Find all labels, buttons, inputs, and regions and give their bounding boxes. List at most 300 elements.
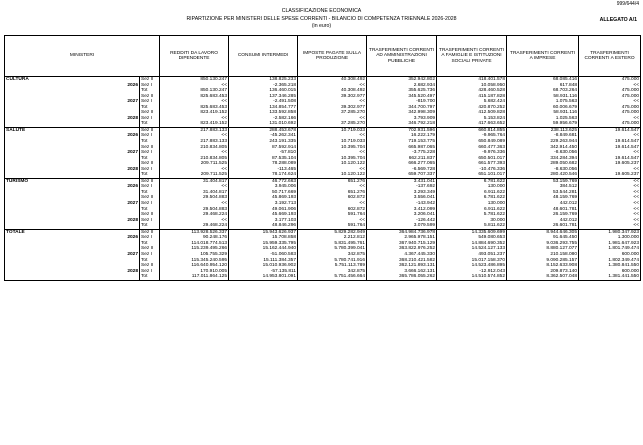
value-cell: << [579, 218, 641, 224]
section-label: Sez II [140, 246, 160, 252]
value-cell: 39.302.977 [298, 105, 367, 111]
value-cell: 1.380.841.550 [579, 263, 641, 269]
value-cell: 14.335.609.699 [437, 229, 507, 235]
value-cell: 493.051.237 [437, 252, 507, 258]
value-cell: 475.000 [579, 77, 641, 83]
section-label: Tot [140, 258, 160, 264]
year-label: 2026 [127, 133, 138, 139]
value-cell: 355.625.736 [367, 88, 437, 94]
value-cell: -8.630.056 [507, 167, 579, 173]
value-cell: 3.793.909 [367, 116, 437, 122]
value-cell: << [298, 150, 367, 156]
value-cell: 591.764 [298, 212, 367, 218]
value-cell: -57.810 [229, 150, 298, 156]
section-label: Sez II [140, 212, 160, 218]
value-cell: << [160, 150, 229, 156]
table-row [5, 274, 641, 280]
value-cell: 364.984.736.978 [367, 229, 437, 235]
value-cell: 10.395.704 [298, 145, 367, 151]
year-label: 2026 [127, 82, 138, 88]
value-cell: 342.875 [298, 252, 367, 258]
section-label: Sez I [140, 133, 160, 139]
value-cell: -113.465 [229, 167, 298, 173]
section-label: Sez II [140, 145, 160, 151]
value-cell: 602.872 [298, 207, 367, 213]
value-cell: 475.000 [579, 105, 641, 111]
section-label: Sez I [140, 99, 160, 105]
value-cell: 15.111.384.357 [229, 258, 298, 264]
col-header-consumi: CONSUMI INTERMEDI [229, 36, 298, 77]
value-cell: 14.953.801.091 [229, 274, 298, 280]
value-cell: 19.614.547 [579, 139, 641, 145]
value-cell: 1.981.647.923 [579, 241, 641, 247]
value-cell: 659.707.337 [367, 172, 437, 178]
value-cell: 6.781.622 [437, 178, 507, 184]
value-cell: 3.945.006 [229, 184, 298, 190]
value-cell: 850.130.247 [160, 88, 229, 94]
value-cell: 1.381.441.550 [579, 274, 641, 280]
value-cell: 3.666.162.131 [367, 269, 437, 275]
value-cell: 10.058.950 [437, 83, 507, 89]
value-cell: 29.504.883 [160, 207, 229, 213]
value-cell: << [298, 184, 367, 190]
value-cell: << [160, 133, 229, 139]
section-label: Sez II [140, 178, 160, 184]
value-cell: 133.592.858 [229, 110, 298, 116]
value-cell: << [579, 201, 641, 207]
value-cell: << [579, 212, 641, 218]
value-cell: 210.834.805 [160, 145, 229, 151]
value-cell: 3.192.713 [229, 201, 298, 207]
value-cell: << [160, 218, 229, 224]
value-cell: << [160, 201, 229, 207]
value-cell: 412.509.828 [437, 110, 507, 116]
value-cell: 3.206.041 [367, 212, 437, 218]
value-cell: << [298, 201, 367, 207]
section-label: Sez I [140, 201, 160, 207]
value-cell: 661.577.393 [437, 161, 507, 167]
value-cell: 19.614.547 [579, 145, 641, 151]
section-label: Tot [140, 223, 160, 229]
section-label: Sez I [140, 83, 160, 89]
value-cell: 243.191.335 [229, 139, 298, 145]
value-cell: 3.431.041 [367, 178, 437, 184]
value-cell: << [298, 167, 367, 173]
value-cell: 6.911.622 [437, 190, 507, 196]
value-cell: 15.017.158.370 [437, 258, 507, 264]
value-cell: 651.276 [298, 178, 367, 184]
value-cell: 367.940.715.129 [367, 241, 437, 247]
value-cell: 19.614.547 [579, 156, 641, 162]
value-cell: 59.956.679 [507, 121, 579, 127]
value-cell: 2.682.934 [367, 83, 437, 89]
value-cell: 31.404.817 [160, 178, 229, 184]
col-header-trasf-famiglie: TRASFERIMENTI CORRENTI A FAMIGLIE E ISTITUZIONI SOCIALI PRIVATE [437, 36, 507, 77]
year-label: 2027 [127, 99, 138, 105]
value-cell: 15.959.335.795 [229, 241, 298, 247]
value-cell: 9.090.285.157 [507, 258, 579, 264]
value-cell: 116.640.954.120 [160, 263, 229, 269]
value-cell: 475.000 [579, 94, 641, 100]
value-cell: << [298, 116, 367, 122]
section-label: Tot [140, 207, 160, 213]
value-cell: 29.504.883 [160, 195, 229, 201]
year-label: 2026 [127, 235, 138, 241]
value-cell: << [579, 116, 641, 122]
ministry-name: TURISMO [5, 178, 116, 184]
value-cell: 8.880.127.077 [507, 246, 579, 252]
value-cell: 30.000 [437, 218, 507, 224]
value-cell: 10.395.704 [298, 156, 367, 162]
value-cell: 238.113.625 [507, 127, 579, 133]
value-cell: 384.512 [507, 184, 579, 190]
value-cell: 420.870.252 [437, 105, 507, 111]
value-cell: 825.683.453 [160, 94, 229, 100]
value-cell: 428.460.528 [437, 88, 507, 94]
value-cell: 600.000 [579, 252, 641, 258]
value-cell: 825.683.453 [160, 105, 229, 111]
value-cell: << [160, 167, 229, 173]
value-cell: 368.210.421.582 [367, 258, 437, 264]
value-cell: 362.121.893.131 [367, 263, 437, 269]
value-cell: 137.346.285 [229, 94, 298, 100]
year-label: 2027 [127, 251, 138, 257]
value-cell: -819.700 [367, 99, 437, 105]
section-label: Sez II [140, 127, 160, 133]
value-cell: 5.780.741.916 [298, 258, 367, 264]
value-cell: -57.135.811 [229, 269, 298, 275]
value-cell: 651.101.017 [437, 172, 507, 178]
year-label: 2028 [127, 217, 138, 223]
value-cell: 5.831.495.761 [298, 241, 367, 247]
value-cell: 5.682.424 [437, 99, 507, 105]
value-cell: << [298, 99, 367, 105]
section-label: Tot [140, 190, 160, 196]
value-cell: -8.849.681 [507, 133, 579, 139]
value-cell: 26.159.769 [507, 212, 579, 218]
col-header-ministeri: MINISTERI [5, 36, 160, 77]
value-cell: 15.943.626.937 [229, 229, 298, 235]
value-cell: 850.130.247 [160, 77, 229, 83]
value-cell: 53.544.281 [507, 190, 579, 196]
value-cell: << [579, 167, 641, 173]
value-cell: 3.079.599 [367, 223, 437, 229]
value-cell: << [160, 116, 229, 122]
value-cell: 823.419.152 [160, 121, 229, 127]
section-label: Sez II [140, 229, 160, 235]
section-label: Tot [140, 105, 160, 111]
value-cell: << [579, 99, 641, 105]
value-cell: 170.910.005 [160, 269, 229, 275]
value-cell: 14.524.127.133 [437, 246, 507, 252]
value-cell: 1.075.563 [507, 99, 579, 105]
value-cell: 345.520.497 [367, 94, 437, 100]
value-cell: 209.873.140 [507, 269, 579, 275]
value-cell: 87.535.104 [229, 156, 298, 162]
value-cell: 475.000 [579, 88, 641, 94]
value-cell: 9.036.293.755 [507, 241, 579, 247]
value-cell: -9.976.336 [437, 150, 507, 156]
section-label: Tot [140, 139, 160, 145]
value-cell: 78.288.089 [229, 161, 298, 167]
value-cell: 87.592.914 [229, 145, 298, 151]
value-cell: 363.822.976.252 [367, 246, 437, 252]
value-cell: -2.365.218 [229, 83, 298, 89]
value-cell: 29.468.224 [160, 212, 229, 218]
year-label: 2028 [127, 166, 138, 172]
value-cell: 660.814.855 [437, 127, 507, 133]
value-cell: 114.018.774.513 [160, 241, 229, 247]
value-cell: 134.854.777 [229, 105, 298, 111]
value-cell: << [160, 83, 229, 89]
value-cell: 334.284.394 [507, 156, 579, 162]
col-header-trasf-ap: TRASFERIMENTI CORRENTI AD AMMINISTRAZIONI PUBBLICHE [367, 36, 437, 77]
value-cell: 68.703.264 [507, 88, 579, 94]
value-cell: 19.605.237 [579, 161, 641, 167]
section-label: Tot [140, 241, 160, 247]
value-cell: << [579, 178, 641, 184]
value-cell: 1.025.563 [507, 116, 579, 122]
value-cell: -12.912.043 [437, 269, 507, 275]
value-cell: 50.717.669 [229, 190, 298, 196]
value-cell: 5.829.282.949 [298, 229, 367, 235]
value-cell: 3.293.349 [367, 190, 437, 196]
value-cell: 6.781.622 [437, 195, 507, 201]
value-cell: 665.987.065 [367, 145, 437, 151]
value-cell: 3.556.041 [367, 195, 437, 201]
value-cell: 8.944.646.305 [507, 229, 579, 235]
value-cell: 280.420.546 [507, 172, 579, 178]
value-cell: 342.998.309 [367, 110, 437, 116]
section-label: Sez I [140, 218, 160, 224]
section-label: Sez II [140, 161, 160, 167]
value-cell: 48.846.296 [229, 223, 298, 229]
value-cell: 78.174.624 [229, 172, 298, 178]
value-cell: 3.412.099 [367, 207, 437, 213]
expenditure-table [4, 35, 641, 281]
value-cell: -137.692 [367, 184, 437, 190]
value-cell: 58.931.116 [507, 110, 579, 116]
value-cell: 702.931.596 [367, 127, 437, 133]
value-cell: -6.569.728 [367, 167, 437, 173]
value-cell: 1.980.347.923 [579, 229, 641, 235]
ministry-name: TOTALE [5, 229, 116, 235]
value-cell: 217.883.133 [160, 127, 229, 133]
section-label: Sez II [140, 94, 160, 100]
value-cell: 113.928.526.337 [160, 229, 229, 235]
value-cell: 352.942.802 [367, 77, 437, 83]
year-label: 2028 [127, 268, 138, 274]
col-header-trasf-imprese: TRASFERIMENTI CORRENTI A IMPRESE [507, 36, 579, 77]
value-cell: 229.263.944 [507, 139, 579, 145]
section-label: Sez I [140, 184, 160, 190]
value-cell: 442.012 [507, 218, 579, 224]
value-cell: 5.781.622 [437, 212, 507, 218]
value-cell: 49.061.906 [229, 207, 298, 213]
value-cell: 602.872 [298, 195, 367, 201]
value-cell: 10.120.122 [298, 161, 367, 167]
value-cell: 288.453.678 [229, 127, 298, 133]
value-cell: 14.523.486.895 [437, 263, 507, 269]
ministry-name: CULTURA [5, 77, 116, 83]
value-cell: 10.120.122 [298, 172, 367, 178]
value-cell: -45.262.341 [229, 133, 298, 139]
value-cell: 651.276 [298, 190, 367, 196]
value-cell: << [579, 207, 641, 213]
value-cell: 60.006.679 [507, 105, 579, 111]
value-cell: << [160, 184, 229, 190]
section-label: Sez I [140, 116, 160, 122]
value-cell: << [579, 133, 641, 139]
value-cell: -9.965.764 [437, 133, 507, 139]
value-cell: 68.085.416 [507, 77, 579, 83]
section-label: Sez II [140, 77, 160, 83]
value-cell: 90.248.176 [160, 235, 229, 241]
value-cell: 136.460.015 [229, 88, 298, 94]
value-cell: << [298, 83, 367, 89]
value-cell: 342.875 [298, 269, 367, 275]
value-cell: 1.300.000 [579, 235, 641, 241]
value-cell: -2.491.508 [229, 99, 298, 105]
value-cell: 5.153.824 [437, 116, 507, 122]
section-label: Tot [140, 274, 160, 280]
value-cell: 40.308.492 [298, 77, 367, 83]
value-cell: 15.162.444.940 [229, 246, 298, 252]
value-cell: 10.719.033 [298, 127, 367, 133]
value-cell: 600.000 [579, 269, 641, 275]
value-cell: 823.419.152 [160, 110, 229, 116]
value-cell: 5.780.399.041 [298, 246, 367, 252]
value-cell: 8.152.633.908 [507, 263, 579, 269]
section-label: Sez II [140, 110, 160, 116]
year-label: 2027 [127, 150, 138, 156]
value-cell: 344.700.797 [367, 105, 437, 111]
page-code: 999/644/4 [616, 1, 639, 7]
value-cell: 660.477.363 [437, 145, 507, 151]
value-cell: 48.601.781 [507, 207, 579, 213]
col-header-trasf-estero: TRASFERIMENTI CORRENTI A ESTERO [579, 36, 641, 77]
section-label: Sez II [140, 263, 160, 269]
value-cell: 53.159.769 [507, 178, 579, 184]
value-cell: 138.825.233 [229, 77, 298, 83]
table-header-row [5, 36, 641, 77]
header-units: (in euro) [311, 23, 332, 29]
section-label: Tot [140, 121, 160, 127]
col-header-redditi: REDDITI DA LAVORO DIPENDENTE [160, 36, 229, 77]
section-label: Sez II [140, 195, 160, 201]
value-cell: 1.801.749.474 [579, 246, 641, 252]
section-label: Tot [140, 156, 160, 162]
value-cell: 217.883.133 [160, 139, 229, 145]
value-cell: 37.285.270 [298, 121, 367, 127]
value-cell: 8.362.507.048 [507, 274, 579, 280]
value-cell: 662.211.837 [367, 156, 437, 162]
value-cell: 26.601.781 [507, 223, 579, 229]
section-label: Sez I [140, 167, 160, 173]
value-cell: 666.277.065 [367, 161, 437, 167]
value-cell: 15.010.936.902 [229, 263, 298, 269]
value-cell: 5.751.456.664 [298, 274, 367, 280]
value-cell: 415.187.828 [437, 94, 507, 100]
value-cell: -2.582.166 [229, 116, 298, 122]
value-cell: 3.177.103 [229, 218, 298, 224]
value-cell: 16.222.179 [367, 133, 437, 139]
value-cell: << [298, 133, 367, 139]
value-cell: 31.404.817 [160, 190, 229, 196]
section-label: Tot [140, 172, 160, 178]
value-cell: 2.965.978.151 [367, 235, 437, 241]
value-cell: 617.848 [507, 83, 579, 89]
value-cell: 346.792.218 [367, 121, 437, 127]
value-cell: 19.605.237 [579, 172, 641, 178]
value-cell: 5.751.113.789 [298, 263, 367, 269]
value-cell: 131.010.692 [229, 121, 298, 127]
value-cell: 46.772.663 [229, 178, 298, 184]
value-cell: 1.802.349.474 [579, 258, 641, 264]
value-cell: 14.510.574.852 [437, 274, 507, 280]
value-cell: 475.000 [579, 121, 641, 127]
value-cell: 130.000 [437, 201, 507, 207]
value-cell: 289.050.682 [507, 161, 579, 167]
value-cell: 6.911.622 [437, 207, 507, 213]
header-classification: CLASSIFICAZIONE ECONOMICA [281, 8, 362, 14]
value-cell: << [579, 83, 641, 89]
value-cell: 342.914.450 [507, 145, 579, 151]
section-label: Sez I [140, 235, 160, 241]
value-cell: -51.060.583 [229, 252, 298, 258]
value-cell: 475.000 [579, 110, 641, 116]
value-cell: -10.476.336 [437, 167, 507, 173]
col-header-imposte: IMPOSTE PAGATE SULLA PRODUZIONE [298, 36, 367, 77]
value-cell: 40.308.492 [298, 88, 367, 94]
year-cell [116, 274, 140, 280]
value-cell: 39.302.977 [298, 94, 367, 100]
value-cell: 15.708.858 [229, 235, 298, 241]
section-label: Sez I [140, 269, 160, 275]
value-cell: 549.080.653 [437, 235, 507, 241]
value-cell: 210.158.080 [507, 252, 579, 258]
value-cell: 4.367.445.330 [367, 252, 437, 258]
value-cell: << [579, 223, 641, 229]
value-cell: 210.834.805 [160, 156, 229, 162]
value-cell: 37.285.270 [298, 110, 367, 116]
value-cell: 2.212.812 [298, 235, 367, 241]
header-title: RIPARTIZIONE PER MINISTERI DELLE SPESE CORRENTI - BILANCIO DI COMPETENZA TRIENNALE 2026-2028 [186, 16, 457, 22]
section-label: Sez I [140, 150, 160, 156]
value-cell: 91.645.450 [507, 235, 579, 241]
value-cell: 591.764 [298, 223, 367, 229]
value-cell: 365.786.055.262 [367, 274, 437, 280]
value-cell: 48.159.769 [507, 195, 579, 201]
value-cell: 650.849.089 [437, 139, 507, 145]
value-cell: 418.401.578 [437, 77, 507, 83]
value-cell: 442.012 [507, 201, 579, 207]
value-cell: 115.239.495.266 [160, 246, 229, 252]
value-cell: 115.345.240.595 [160, 258, 229, 264]
value-cell: 5.811.622 [437, 223, 507, 229]
value-cell: -143.942 [367, 201, 437, 207]
table-body [5, 77, 641, 281]
year-label: 2027 [127, 201, 138, 207]
value-cell: << [160, 99, 229, 105]
value-cell: 29.468.224 [160, 223, 229, 229]
value-cell: << [579, 190, 641, 196]
value-cell: 45.869.193 [229, 195, 298, 201]
value-cell: 19.614.547 [579, 127, 641, 133]
ministry-cell [5, 274, 116, 280]
value-cell: -8.630.056 [507, 150, 579, 156]
value-cell: 417.663.652 [437, 121, 507, 127]
